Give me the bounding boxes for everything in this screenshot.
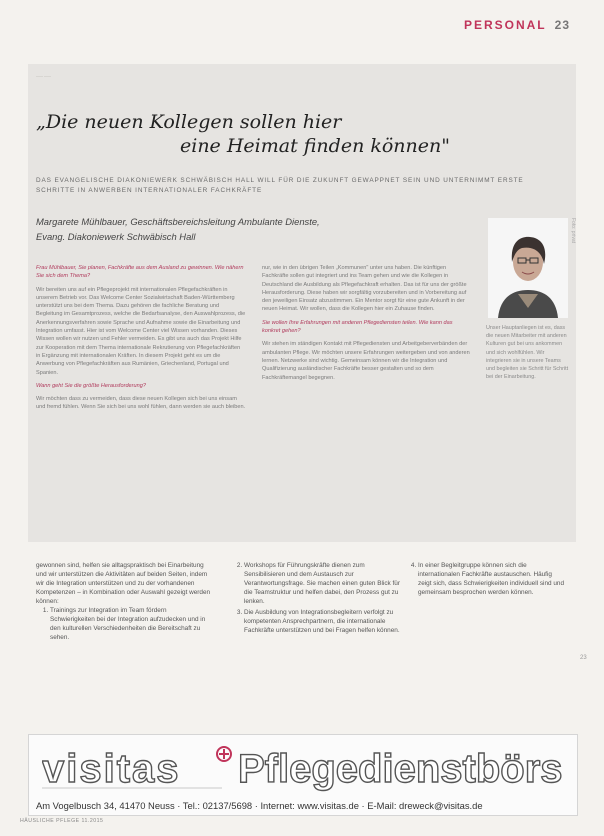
headline-line-2: eine Heimat finden können" bbox=[180, 135, 450, 157]
author-organization: Evang. Diakoniewerk Schwäbisch Hall bbox=[36, 231, 196, 242]
numbered-list bbox=[230, 561, 400, 635]
interview-answer: Wir bereiten uns auf ein Pflegeprojekt mit internationalen Pflegefachkräften in unserem Betrieb vor. Das Welcome Center Sozialwirtschaft Baden-Württemberg unterstützt uns bei dem Thema. Dazu gehören die fachliche Beratung und Begleitung im Gesamtprozess, welche die Bedarfsanalyse, den Auswahlprozess, die Anerkennungsverfahren sowie Sprache und Aufnahme sowie die Einarbeitung und Integration umfasst. Hier ist vom Welcome Center viel Wissen vorhanden. Dieses Wissen wollen wir nutzen und Fehler vermeiden. Es gibt uns auch das Projekt Hilfe zur Kooperation mit dem Thema internationale Rekrutierung von Pflegefachkräften in Ergänzung mit internationalen Kräften. In diesem Projekt geht es um die Anwerbung von Pflegefachkräften aus Rumänien, Griechenland, Portugal und Spanien. bbox=[36, 286, 246, 376]
section-title: PERSONAL bbox=[463, 18, 547, 32]
logo-wordmark-image bbox=[42, 744, 562, 794]
interview-column-1 bbox=[36, 264, 246, 417]
portrait-image bbox=[488, 218, 568, 318]
photo-credit: Foto: privat bbox=[570, 218, 576, 244]
author-name: Margarete Mühlbauer, Geschäftsbereichsleitung Ambulante Dienste, bbox=[36, 216, 320, 227]
list-item: 3. Die Ausbildung von Integrationsbegleitern verfolgt zu kompetenten Ansprechpartnern, die internationale Fachkräfte unterstützen und bei Fragen helfen können. bbox=[244, 608, 400, 635]
interview-column-2 bbox=[262, 264, 470, 387]
rubric: —— bbox=[36, 73, 52, 80]
svg-text:Pflegedienstbörse: Pflegedienstbörse bbox=[238, 747, 562, 791]
list-item: 4. In einer Begleitgruppe können sich die internationalen Fachkräfte austauschen. Häufig zeigt sich, dass Schwierigkeiten individuell sind und gemeinsam besprochen werden können. bbox=[418, 561, 564, 597]
list-item: 1. Trainings zur Integration im Team fördern Schwierigkeiten bei der Integration aufzudecken und in den kulturellen Verschiedenheiten die Bereitschaft zu sehen. bbox=[50, 606, 212, 642]
body-column-2 bbox=[230, 561, 400, 637]
body-column-3 bbox=[404, 561, 564, 599]
page-mark: 23 bbox=[580, 655, 587, 661]
author-photo bbox=[488, 218, 568, 318]
interview-answer: nur, wie in den übrigen Teilen „Kommunen" unter uns haben. Die künftigen Fachkräfte sollen gut integriert und ins Team gehen und wie die Kollegen in Deutschland die Ausbildung als Pflegefachkraft erhalten. Das ist für uns der größte Herausforderung. Diese haben wir sorgfältig vorzubereiten und in Vorbereitung auf den jeweiligen Einsatz abzustimmen. Ein Mentor sorgt für eine gute Ankunft in der neuen Heimat. Wir wollen, dass die Kollegen hier ein Zuhause finden. bbox=[262, 265, 467, 313]
body-paragraph: gewonnen sind, helfen sie alltagspraktisch bei Einarbeitung und wir unterstützen die Aktivitäten auf beiden Seiten, indem wir die Integration unterstützen und zu der vorhandenen Kompetenzen – in Kombination oder Auswahl gezeigt werden können: bbox=[36, 562, 211, 605]
body-column-1 bbox=[36, 561, 212, 644]
article-lead: DAS EVANGELISCHE DIAKONIEWERK SCHWÄBISCH HALL WILL FÜR DIE ZUKUNFT GEWAPPNET SEIN UND UNTERNIMMT ERSTE SCHRITTE IN ANWERBEN INTERNATIONALER FACHKRÄFTE bbox=[36, 177, 524, 194]
advertiser-address: Am Vogelbusch 34, 41470 Neuss · Tel.: 02137/5698 · Internet: www.visitas.de · E-Mail: dreweck@visitas.de bbox=[36, 800, 483, 811]
interview-answer: Wir stehen im ständigen Kontakt mit Pflegediensten und Arbeitgeberverbänden der ambulanten Pflege. Wir möchten unsere Erfahrungen weitergeben und von anderen lernen. Netzwerke sind wichtig. Gemeinsam können wir die Integration und Qualifizierung ausländischer Fachkräfte besser gestalten und so dem Fachkräftemangel begegnen. bbox=[262, 341, 470, 381]
svg-text:visitas: visitas bbox=[42, 747, 181, 791]
headline-line-1: „Die neuen Kollegen sollen hier bbox=[36, 111, 342, 133]
numbered-list bbox=[404, 561, 564, 597]
interview-question: Frau Mühlbauer, Sie planen, Fachkräfte aus dem Ausland zu gewinnen. Wie nähern Sie sich dem Thema? bbox=[36, 265, 244, 280]
interview-question: Wann geht Sie die größte Herausforderung? bbox=[36, 382, 146, 389]
interview-question: Sie wollen Ihre Erfahrungen mit anderen Pflegediensten teilen. Wie kann das konkret gehen? bbox=[262, 319, 453, 335]
visitas-logo bbox=[42, 744, 562, 799]
page-header bbox=[464, 18, 570, 32]
numbered-list bbox=[36, 606, 212, 642]
author-block bbox=[36, 214, 320, 244]
interview-answer: Wir möchten dass zu vermeiden, dass diese neuen Kollegen sich bei uns einsam und fremd fühlen. Wenn Sie sich bei uns wohl fühlen, dann werden sie auch bleiben. bbox=[36, 396, 246, 411]
article-headline bbox=[36, 110, 476, 158]
list-item: 2. Workshops für Führungskräfte dienen zum Sensibilisieren und dem Austausch zur Verantwortungsfrage. Sie machen einen guten Blick für die Teamstruktur und helfen dabei, den Prozess gut zu lenken. bbox=[244, 561, 400, 606]
photo-caption: Unser Hauptanliegen ist es, dass die neuen Mitarbeiter mit anderen Kulturen gut bei uns ankommen und sich wohlfühlen. Wir integrieren sie in unsere Teams und begleiten sie Schritt für Schritt bei der Einarbeitung. bbox=[486, 325, 569, 381]
magazine-footer: HÄUSLICHE PFLEGE 11.2015 bbox=[20, 818, 104, 824]
page-number: 23 bbox=[554, 18, 570, 32]
